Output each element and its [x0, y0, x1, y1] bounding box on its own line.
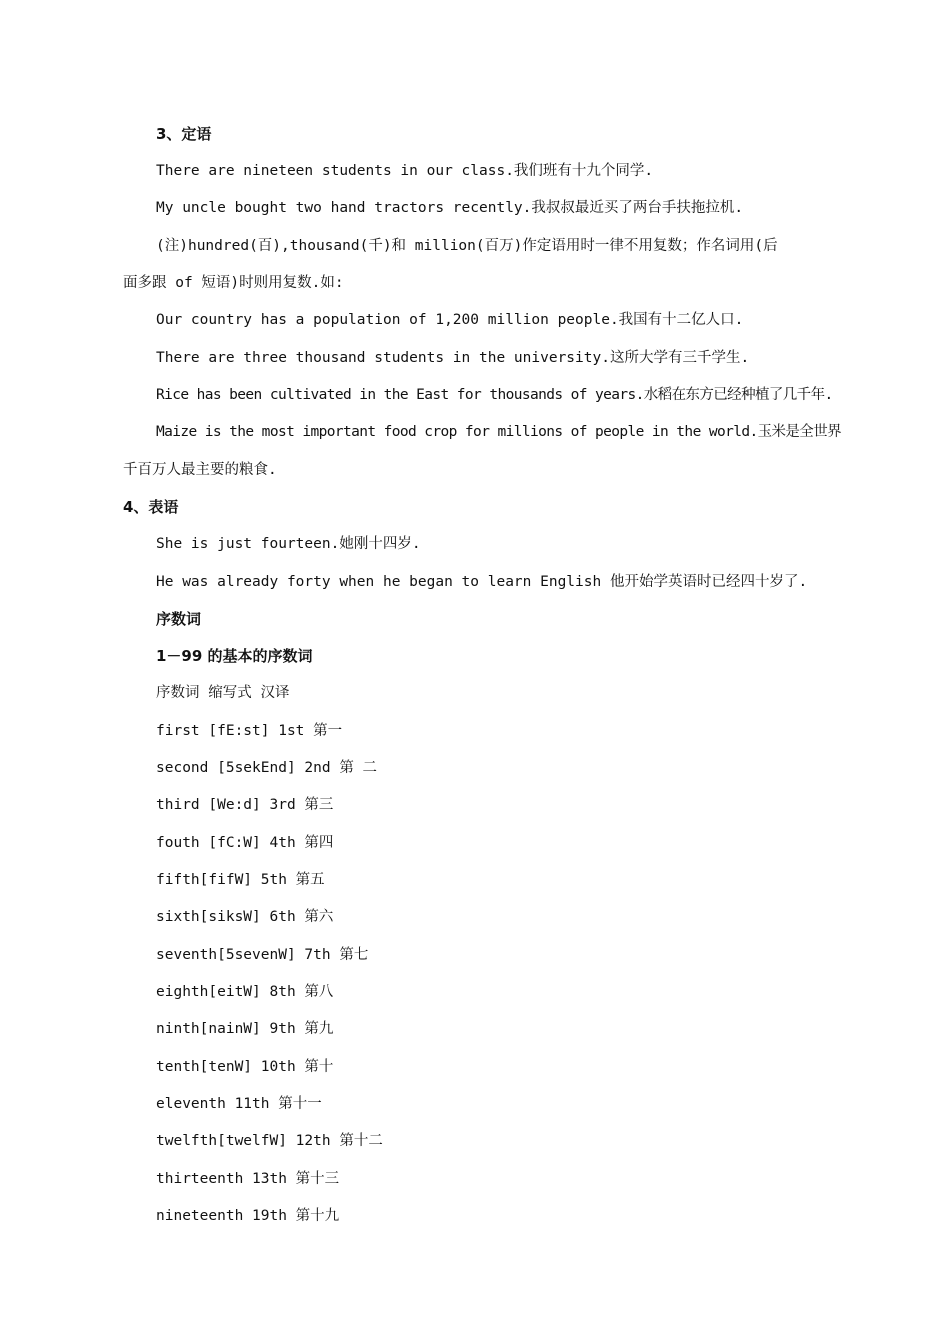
ordinal-row: seventh[5sevenW] 7th 第七: [156, 947, 369, 963]
ordinal-row: first [fE:st] 1st 第一: [156, 723, 343, 739]
ordinal-row: second [5sekEnd] 2nd 第 二: [156, 760, 378, 776]
ordinal-row: twelfth[twelfW] 12th 第十二: [156, 1133, 383, 1149]
ordinals-heading: 序数词: [156, 610, 202, 628]
example-sentence: He was already forty when he began to learn English 他开始学英语时已经四十岁了.: [156, 574, 808, 590]
example-sentence: There are three thousand students in the university.这所大学有三千学生.: [156, 350, 750, 366]
note-line: (注)hundred(百),thousand(千)和 million(百万)作定语用时一律不用复数；作名词用(后: [156, 238, 778, 254]
example-sentence: Rice has been cultivated in the East for thousands of years.水稻在东方已经种植了几千年.: [156, 387, 833, 403]
ordinal-row: ninth[nainW] 9th 第九: [156, 1021, 334, 1037]
ordinal-row: sixth[siksW] 6th 第六: [156, 909, 334, 925]
ordinal-row: nineteenth 19th 第十九: [156, 1208, 340, 1224]
ordinal-row: thirteenth 13th 第十三: [156, 1171, 340, 1187]
example-sentence: Our country has a population of 1,200 million people.我国有十二亿人口.: [156, 312, 744, 328]
ordinal-row: fifth[fifW] 5th 第五: [156, 872, 325, 888]
ordinal-row: tenth[tenW] 10th 第十: [156, 1059, 334, 1075]
ordinal-row: fouth [fC:W] 4th 第四: [156, 835, 334, 851]
section-4-heading: 4、表语: [123, 498, 179, 516]
example-sentence: 千百万人最主要的粮食.: [123, 462, 277, 478]
example-sentence: My uncle bought two hand tractors recently.我叔叔最近买了两台手扶拖拉机.: [156, 200, 744, 216]
example-sentence: Maize is the most important food crop for millions of people in the world.玉米是全世界: [156, 424, 842, 440]
ordinals-table-header: 序数词 缩写式 汉译: [156, 685, 290, 701]
ordinal-row: third [We:d] 3rd 第三: [156, 797, 334, 813]
ordinals-subheading: 1－99 的基本的序数词: [156, 647, 313, 665]
ordinal-row: eleventh 11th 第十一: [156, 1096, 322, 1112]
ordinal-row: eighth[eitW] 8th 第八: [156, 984, 334, 1000]
note-line: 面多跟 of 短语)时则用复数.如:: [123, 275, 344, 291]
example-sentence: She is just fourteen.她刚十四岁.: [156, 536, 421, 552]
section-3-heading: 3、定语: [156, 125, 212, 143]
example-sentence: There are nineteen students in our class.我们班有十九个同学.: [156, 163, 654, 179]
